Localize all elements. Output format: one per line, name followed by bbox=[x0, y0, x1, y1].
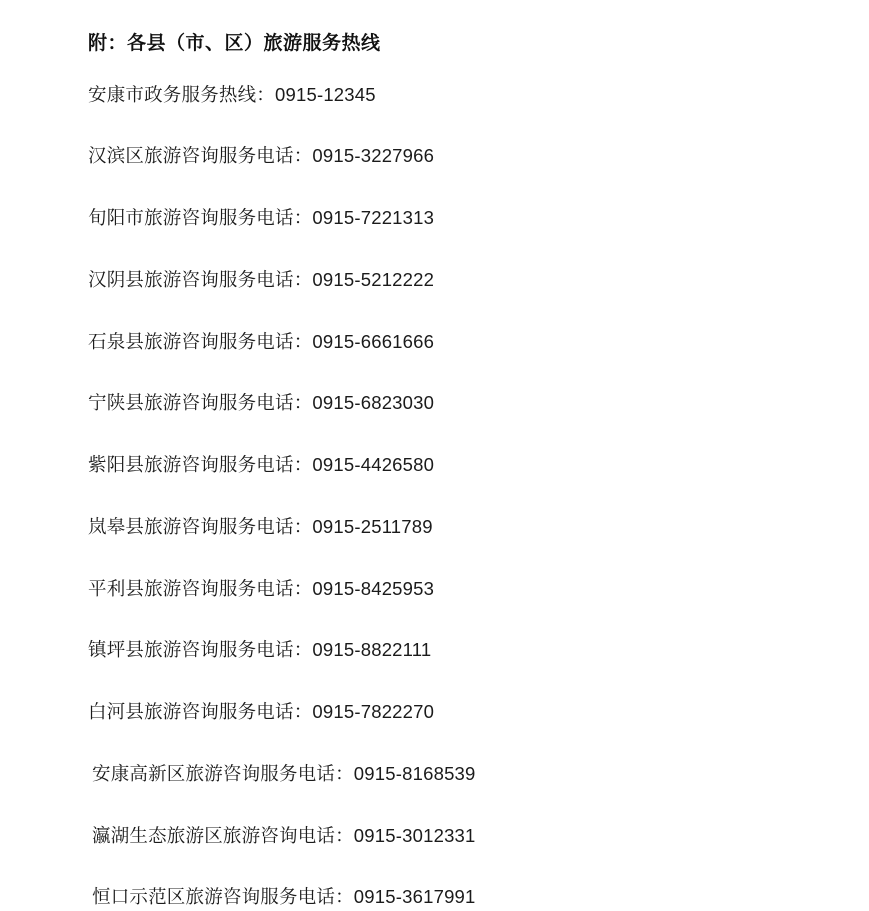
list-item: 恒口示范区旅游咨询服务电话：0915-3617991 bbox=[88, 883, 829, 911]
list-item: 岚皋县旅游咨询服务电话：0915-2511789 bbox=[88, 513, 829, 541]
list-item: 安康高新区旅游咨询服务电话：0915-8168539 bbox=[88, 760, 829, 788]
list-item: 旬阳市旅游咨询服务电话：0915-7221313 bbox=[88, 204, 829, 232]
list-item: 汉阴县旅游咨询服务电话：0915-5212222 bbox=[88, 266, 829, 294]
list-item: 安康市政务服务热线：0915-12345 bbox=[88, 81, 829, 109]
list-item: 平利县旅游咨询服务电话：0915-8425953 bbox=[88, 575, 829, 603]
list-item: 汉滨区旅游咨询服务电话：0915-3227966 bbox=[88, 142, 829, 170]
list-item: 白河县旅游咨询服务电话：0915-7822270 bbox=[88, 698, 829, 726]
list-item: 宁陕县旅游咨询服务电话：0915-6823030 bbox=[88, 389, 829, 417]
list-item: 紫阳县旅游咨询服务电话：0915-4426580 bbox=[88, 451, 829, 479]
hotline-list bbox=[88, 81, 829, 911]
list-item: 石泉县旅游咨询服务电话：0915-6661666 bbox=[88, 328, 829, 356]
list-item: 镇坪县旅游咨询服务电话：0915-8822111 bbox=[88, 636, 829, 664]
page-title: 附：各县（市、区）旅游服务热线 bbox=[88, 30, 829, 59]
list-item: 瀛湖生态旅游区旅游咨询电话：0915-3012331 bbox=[88, 822, 829, 850]
